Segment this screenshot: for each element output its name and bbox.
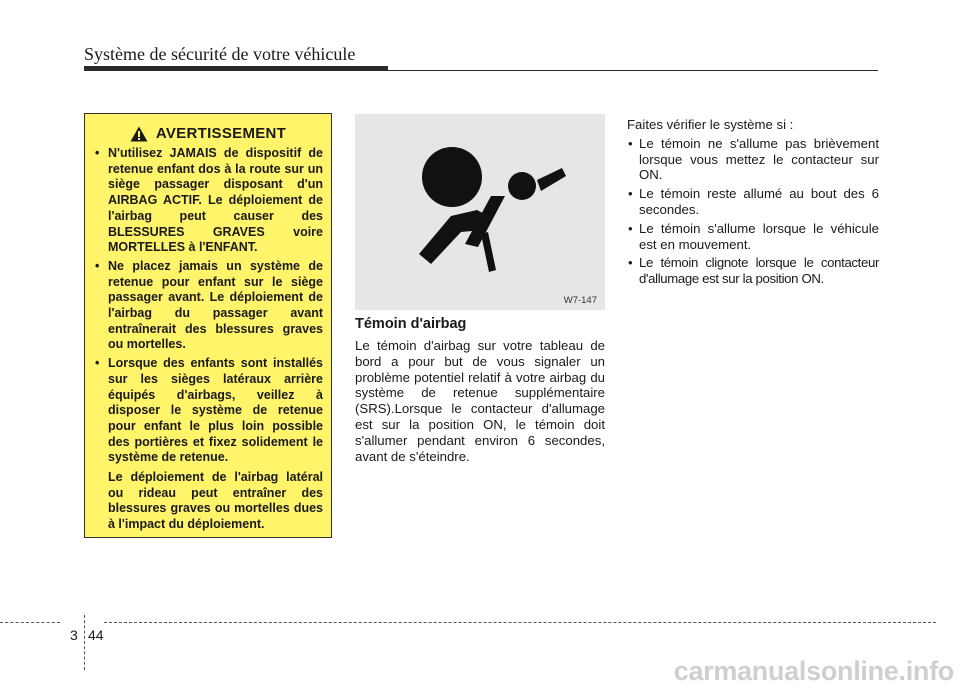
- check-list: [627, 136, 879, 287]
- warning-item: • N'utilisez JAMAIS de dispositif de retenue enfant dos à la route sur un siège passager disposant d'un AIRBAG ACTIF. Le déploiement de l'airbag peut causer des BLESSURES GRAVES voire MORTELLES à l'ENFANT.: [93, 146, 323, 256]
- check-item: • Le témoin s'allume lorsque le véhicule est en mouvement.: [627, 221, 879, 253]
- figure-code: W7-147: [563, 295, 597, 306]
- warning-item: [93, 356, 323, 533]
- chapter-number: 3: [70, 627, 78, 643]
- page-number: 44: [88, 627, 104, 643]
- check-item: • Le témoin reste allumé au bout des 6 secondes.: [627, 186, 879, 218]
- footer-dashed-rule: [0, 622, 60, 623]
- warning-list: [93, 146, 323, 533]
- airbag-figure: [355, 114, 605, 310]
- check-intro: Faites vérifier le système si :: [627, 117, 794, 132]
- header-rule-thin: [388, 70, 878, 71]
- check-item: • Le témoin ne s'allume pas brièvement lorsque vous mettez le contacteur sur ON.: [627, 136, 879, 183]
- section-body: Le témoin d'airbag sur votre tableau de bord a pour but de vous signaler un problème potentiel relatif à votre airbag du système de retenue supplémentaire (SRS).Lorsque le contacteur d'allumage est sur la position ON, le témoin doit s'allumer pendant environ 6 secondes, avant de s'éteindre.: [355, 338, 605, 464]
- warning-sub-paragraph: Le déploiement de l'airbag latéral ou rideau peut entraîner des blessures graves ou mortelles dues à l'impact du déploiement.: [108, 470, 323, 532]
- header-rule-thick: [84, 66, 388, 71]
- warning-box: [84, 113, 332, 538]
- watermark: carmanualsonline.info: [673, 656, 954, 686]
- airbag-warning-icon: [355, 114, 605, 310]
- warning-triangle-icon: [130, 126, 148, 142]
- section-title: Témoin d'airbag: [355, 316, 467, 332]
- footer-dashed-rule: [104, 622, 936, 623]
- warning-header: [93, 126, 323, 142]
- warning-item-text: Lorsque des enfants sont installés sur les sièges latéraux arrière équipés d'airbags, veillez à disposer le système de retenue pour enfant le plus loin possible des portières et fixez solidement le système de retenue.: [108, 356, 323, 465]
- warning-item: • Ne placez jamais un système de retenue pour enfant sur le siège passager avant. Le déploiement de l'airbag du passager avant entraînerait des blessures graves ou mortelles.: [93, 259, 323, 353]
- header-title: Système de sécurité de votre véhicule: [84, 44, 356, 64]
- warning-title: AVERTISSEMENT: [155, 125, 287, 143]
- footer-divider: [84, 615, 85, 670]
- check-item: • Le témoin clignote lorsque le contacteur d'allumage est sur la position ON.: [627, 255, 879, 287]
- check-column: [627, 117, 879, 290]
